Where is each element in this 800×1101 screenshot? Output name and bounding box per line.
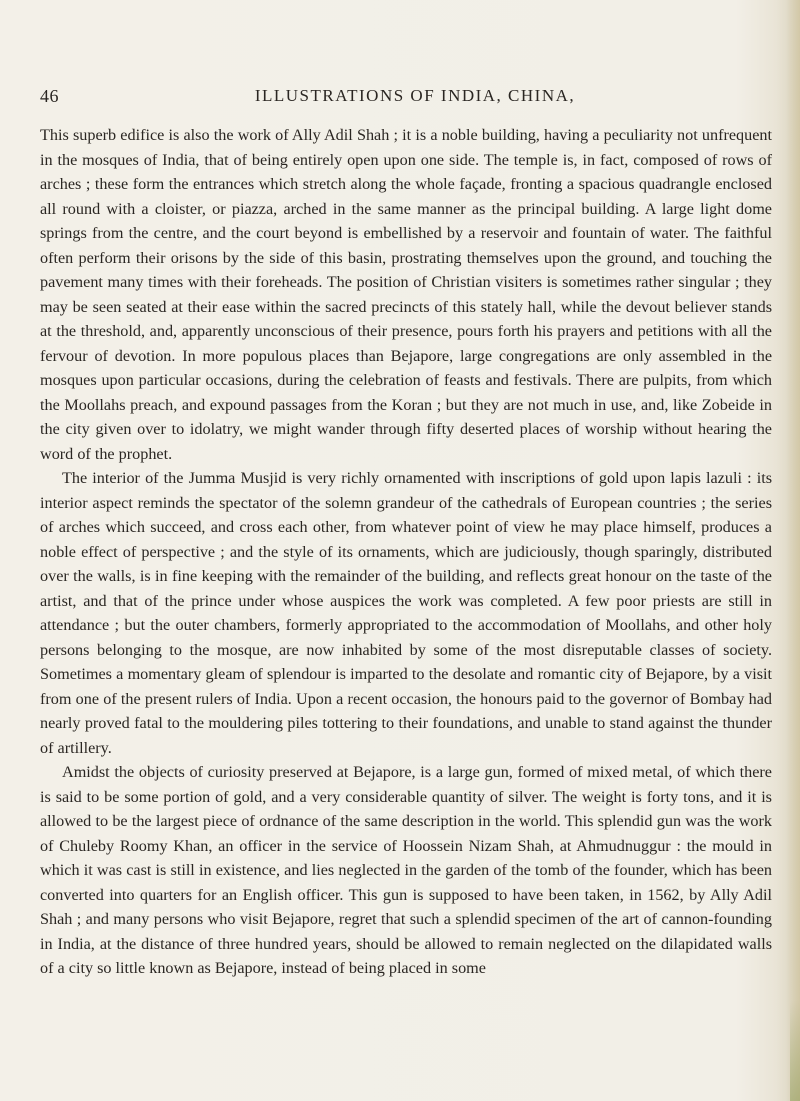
page-header [40,86,770,110]
paragraph-3: Amidst the objects of curiosity preserved at Bejapore, is a large gun, formed of mixed metal, of which there is said to be some portion of gold, and a very considerable quantity of silver. The weight is forty tons, and it is allowed to be the largest piece of ordnance of the same description in the world. This splendid gun was the work of Chuleby Roomy Khan, an officer in the service of Hoossein Nizam Shah, at Ahmudnuggur : the mould in which it was cast is still in existence, and lies neglected in the garden of the tomb of the founder, which has been converted into quarters for an English officer. This gun is supposed to have been taken, in 1562, by Ally Adil Shah ; and many persons who visit Bejapore, regret that such a splendid specimen of the art of cannon-founding in India, at the distance of three hundred years, should be allowed to remain neglected on the dilapidated walls of a city so little known as Bejapore, instead of being placed in some [40,763,772,977]
paragraph-2: The interior of the Jumma Musjid is very richly ornamented with inscriptions of gold upon lapis lazuli : its interior aspect reminds the spectator of the solemn grandeur of the cathedrals of European countries ; the series of arches which succeed, and cross each other, from whatever point of view he may place himself, produces a noble effect of perspective ; and the style of its ornaments, which are judiciously, though sparingly, distributed over the walls, is in fine keeping with the remainder of the building, and reflects great honour on the taste of the artist, and that of the prince under whose auspices the work was completed. A few poor priests are still in attendance ; but the outer chambers, formerly appropriated to the accommodation of Moollahs, and other holy persons belonging to the mosque, are now inhabited by some of the most disreputable classes of society. Sometimes a momentary gleam of splendour is imparted to the desolate and romantic city of Bejapore, by a visit from one of the present rulers of India. Upon a recent occasion, the honours paid to the governor of Bombay had nearly proved fatal to the mouldering piles tottering to their foundations, and unable to stand against the thunder of artillery. [40,469,772,757]
page-number: 46 [40,86,59,106]
paragraph-1: This superb edifice is also the work of Ally Adil Shah ; it is a noble building, having a peculiarity not unfrequent in the mosques of India, that of being entirely open upon one side. The temple is, in fact, composed of rows of arches ; these form the entrances which stretch along the whole façade, fronting a spacious quadrangle enclosed all round with a cloister, or piazza, arched in the same manner as the principal building. A large light dome springs from the centre, and the court beyond is embellished by a reservoir and fountain of water. The faithful often perform their orisons by the side of this basin, prostrating themselves upon the ground, and touching the pavement many times with their foreheads. The position of Christian visiters is sometimes rather singular ; they may be seen seated at their ease within the sacred precincts of this stately hall, while the devout believer stands at the threshold, and, apparently unconscious of their presence, pours forth his prayers and petitions with all the fervour of devotion. In more populous places than Bejapore, large congregations are only assembled in the mosques upon particular occasions, during the celebration of feasts and festivals. There are pulpits, from which the Moollahs preach, and expound passages from the Koran ; but they are not much in use, and, like Zobeide in the city given over to idolatry, we might wander through fifty deserted places of worship without hearing the word of the prophet. [40,126,772,463]
running-head: ILLUSTRATIONS OF INDIA, CHINA, [254,86,576,105]
body-text [40,123,772,981]
page-edge-stain [790,1000,800,1101]
page-edge-shadow [786,0,800,1101]
